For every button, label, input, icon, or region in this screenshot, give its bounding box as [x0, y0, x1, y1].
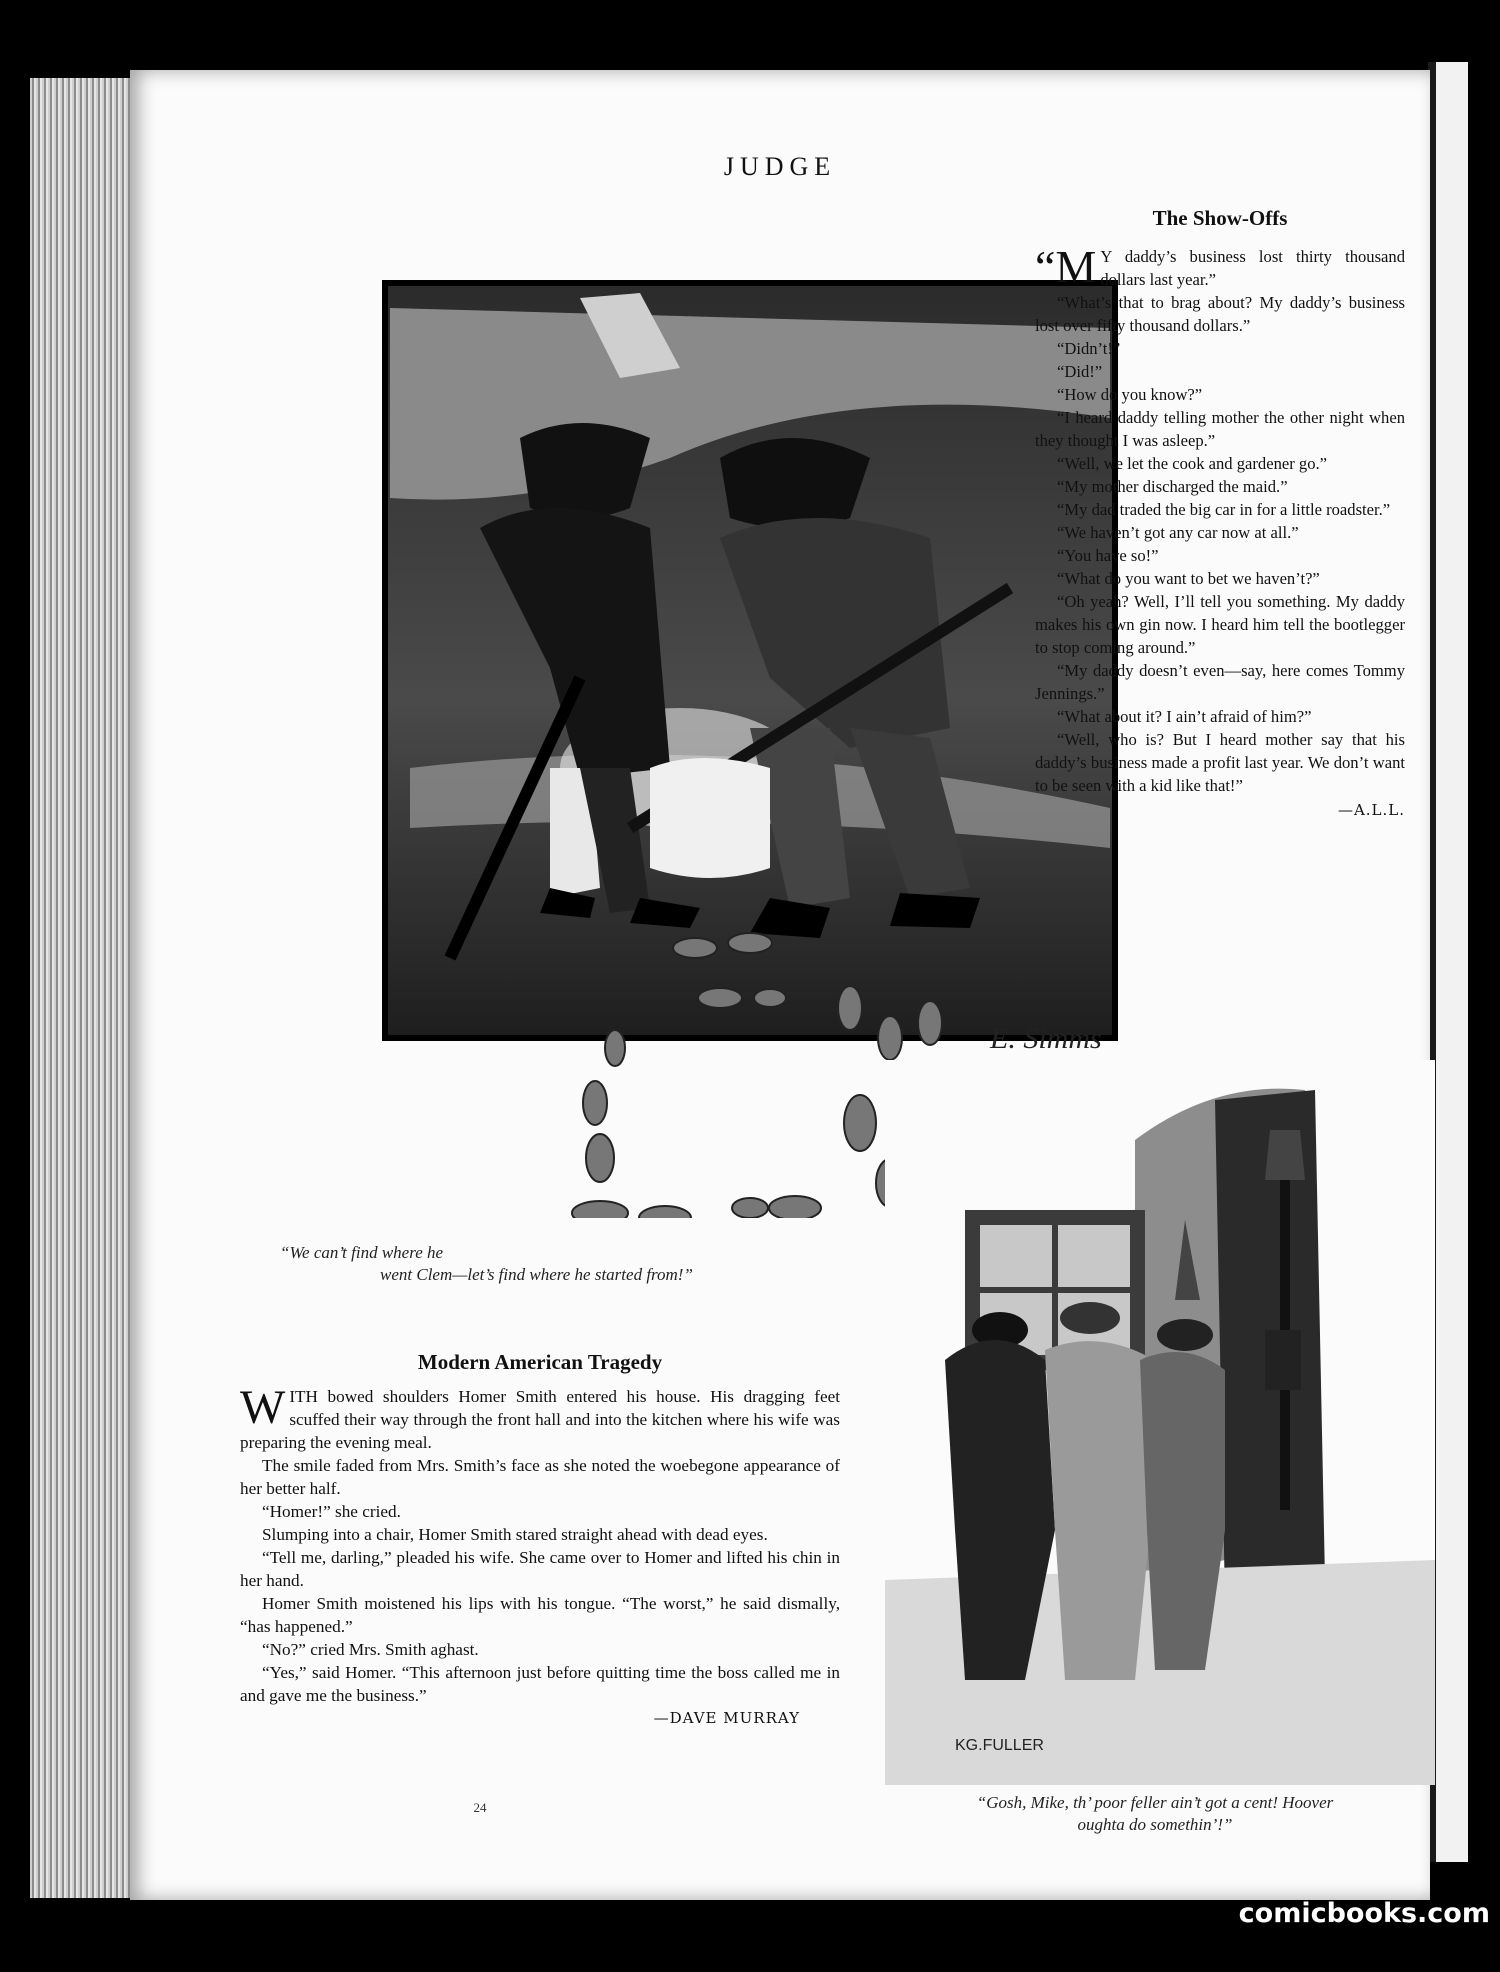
caption-line: “Gosh, Mike, th’ poor feller ain’t got a cent! Hoover [976, 1793, 1334, 1812]
article-paragraph: “My mother discharged the maid.” [1057, 477, 1288, 496]
tragedy-article [240, 1350, 840, 1727]
cartoon2-caption [885, 1792, 1425, 1836]
article-paragraph: “Did!” [1057, 362, 1103, 381]
paragraph-text: Y daddy’s business lost thirty thousand dollars last year.” [1100, 247, 1405, 289]
article-paragraph: “My dad traded the big car in for a little roadster.” [1057, 500, 1391, 519]
article-title: The Show-Offs [1152, 206, 1288, 230]
article-byline: —DAVE MURRAY [653, 1709, 800, 1727]
show-offs-article [1035, 206, 1405, 819]
article-paragraph [1035, 241, 1405, 292]
article-paragraph: “No?” cried Mrs. Smith aghast. [262, 1640, 479, 1659]
article-paragraph: “Oh yeah? Well, I’ll tell you something. My daddy makes his own gin now. I heard him tell the bootlegger to stop coming around.” [1035, 592, 1405, 657]
book-page-edges [30, 78, 140, 1898]
scan-border [1468, 0, 1500, 1972]
caption-line: went Clem—let’s find where he started from!” [380, 1265, 693, 1284]
article-paragraph: “Yes,” said Homer. “This afternoon just before quitting time the boss called me in and gave me the business.” [240, 1663, 840, 1705]
magazine-page [130, 70, 1430, 1900]
signature: KG.FULLER [955, 1737, 1044, 1754]
article-paragraph: “We haven’t got any car now at all.” [1057, 523, 1299, 542]
paragraph-text: ITH bowed shoulders Homer Smith entered his house. His dragging feet scuffed their way through the front hall and into the kitchen where his wife was preparing the evening meal. [240, 1387, 840, 1452]
signature-top: E. Simms [990, 1022, 1102, 1055]
article-paragraph: Slumping into a chair, Homer Smith stared straight ahead with dead eyes. [262, 1525, 768, 1544]
page-number: 24 [473, 1800, 487, 1815]
caption-line: “We can’t find where he [280, 1243, 444, 1262]
caption-line: oughta do somethin’!” [1077, 1815, 1233, 1834]
article-paragraph: “My daddy doesn’t even—say, here comes Tommy Jennings.” [1035, 661, 1405, 703]
article-title: Modern American Tragedy [417, 1350, 663, 1374]
article-paragraph: “How do you know?” [1057, 385, 1203, 404]
article-paragraph: “Well, we let the cook and gardener go.” [1057, 454, 1328, 473]
article-paragraph: “Homer!” she cried. [262, 1502, 401, 1521]
article-paragraph: “What’s that to brag about? My daddy’s business lost over fifty thousand dollars.” [1035, 293, 1405, 335]
article-paragraph [240, 1381, 840, 1454]
article-paragraph: “Well, who is? But I heard mother say that his daddy’s business made a profit last year. We don’t want to be seen with a kid like that!” [1035, 730, 1405, 795]
article-paragraph: The smile faded from Mrs. Smith’s face as she noted the woebegone appearance of her better half. [240, 1456, 840, 1498]
article-byline: —A.L.L. [1337, 801, 1405, 819]
article-paragraph: “What about it? I ain’t afraid of him?” [1057, 707, 1312, 726]
drop-cap: “M [1035, 241, 1097, 292]
article-paragraph: “Didn’t!” [1057, 339, 1121, 358]
article-paragraph: “You have so!” [1057, 546, 1159, 565]
article-paragraph: Homer Smith moistened his lips with his tongue. “The worst,” he said dismally, “has happened.” [240, 1594, 840, 1636]
article-paragraph: “Tell me, darling,” pleaded his wife. She came over to Homer and lifted his chin in her hand. [240, 1548, 840, 1590]
article-paragraph: “I heard daddy telling mother the other night when they thought I was asleep.” [1035, 408, 1405, 450]
masthead: JUDGE [723, 152, 837, 181]
drop-cap: W [240, 1381, 286, 1434]
cartoon-street-illustration [885, 1060, 1435, 1785]
site-watermark: comicbooks.com [1238, 1898, 1490, 1929]
article-paragraph: “What do you want to bet we haven’t?” [1057, 569, 1320, 588]
